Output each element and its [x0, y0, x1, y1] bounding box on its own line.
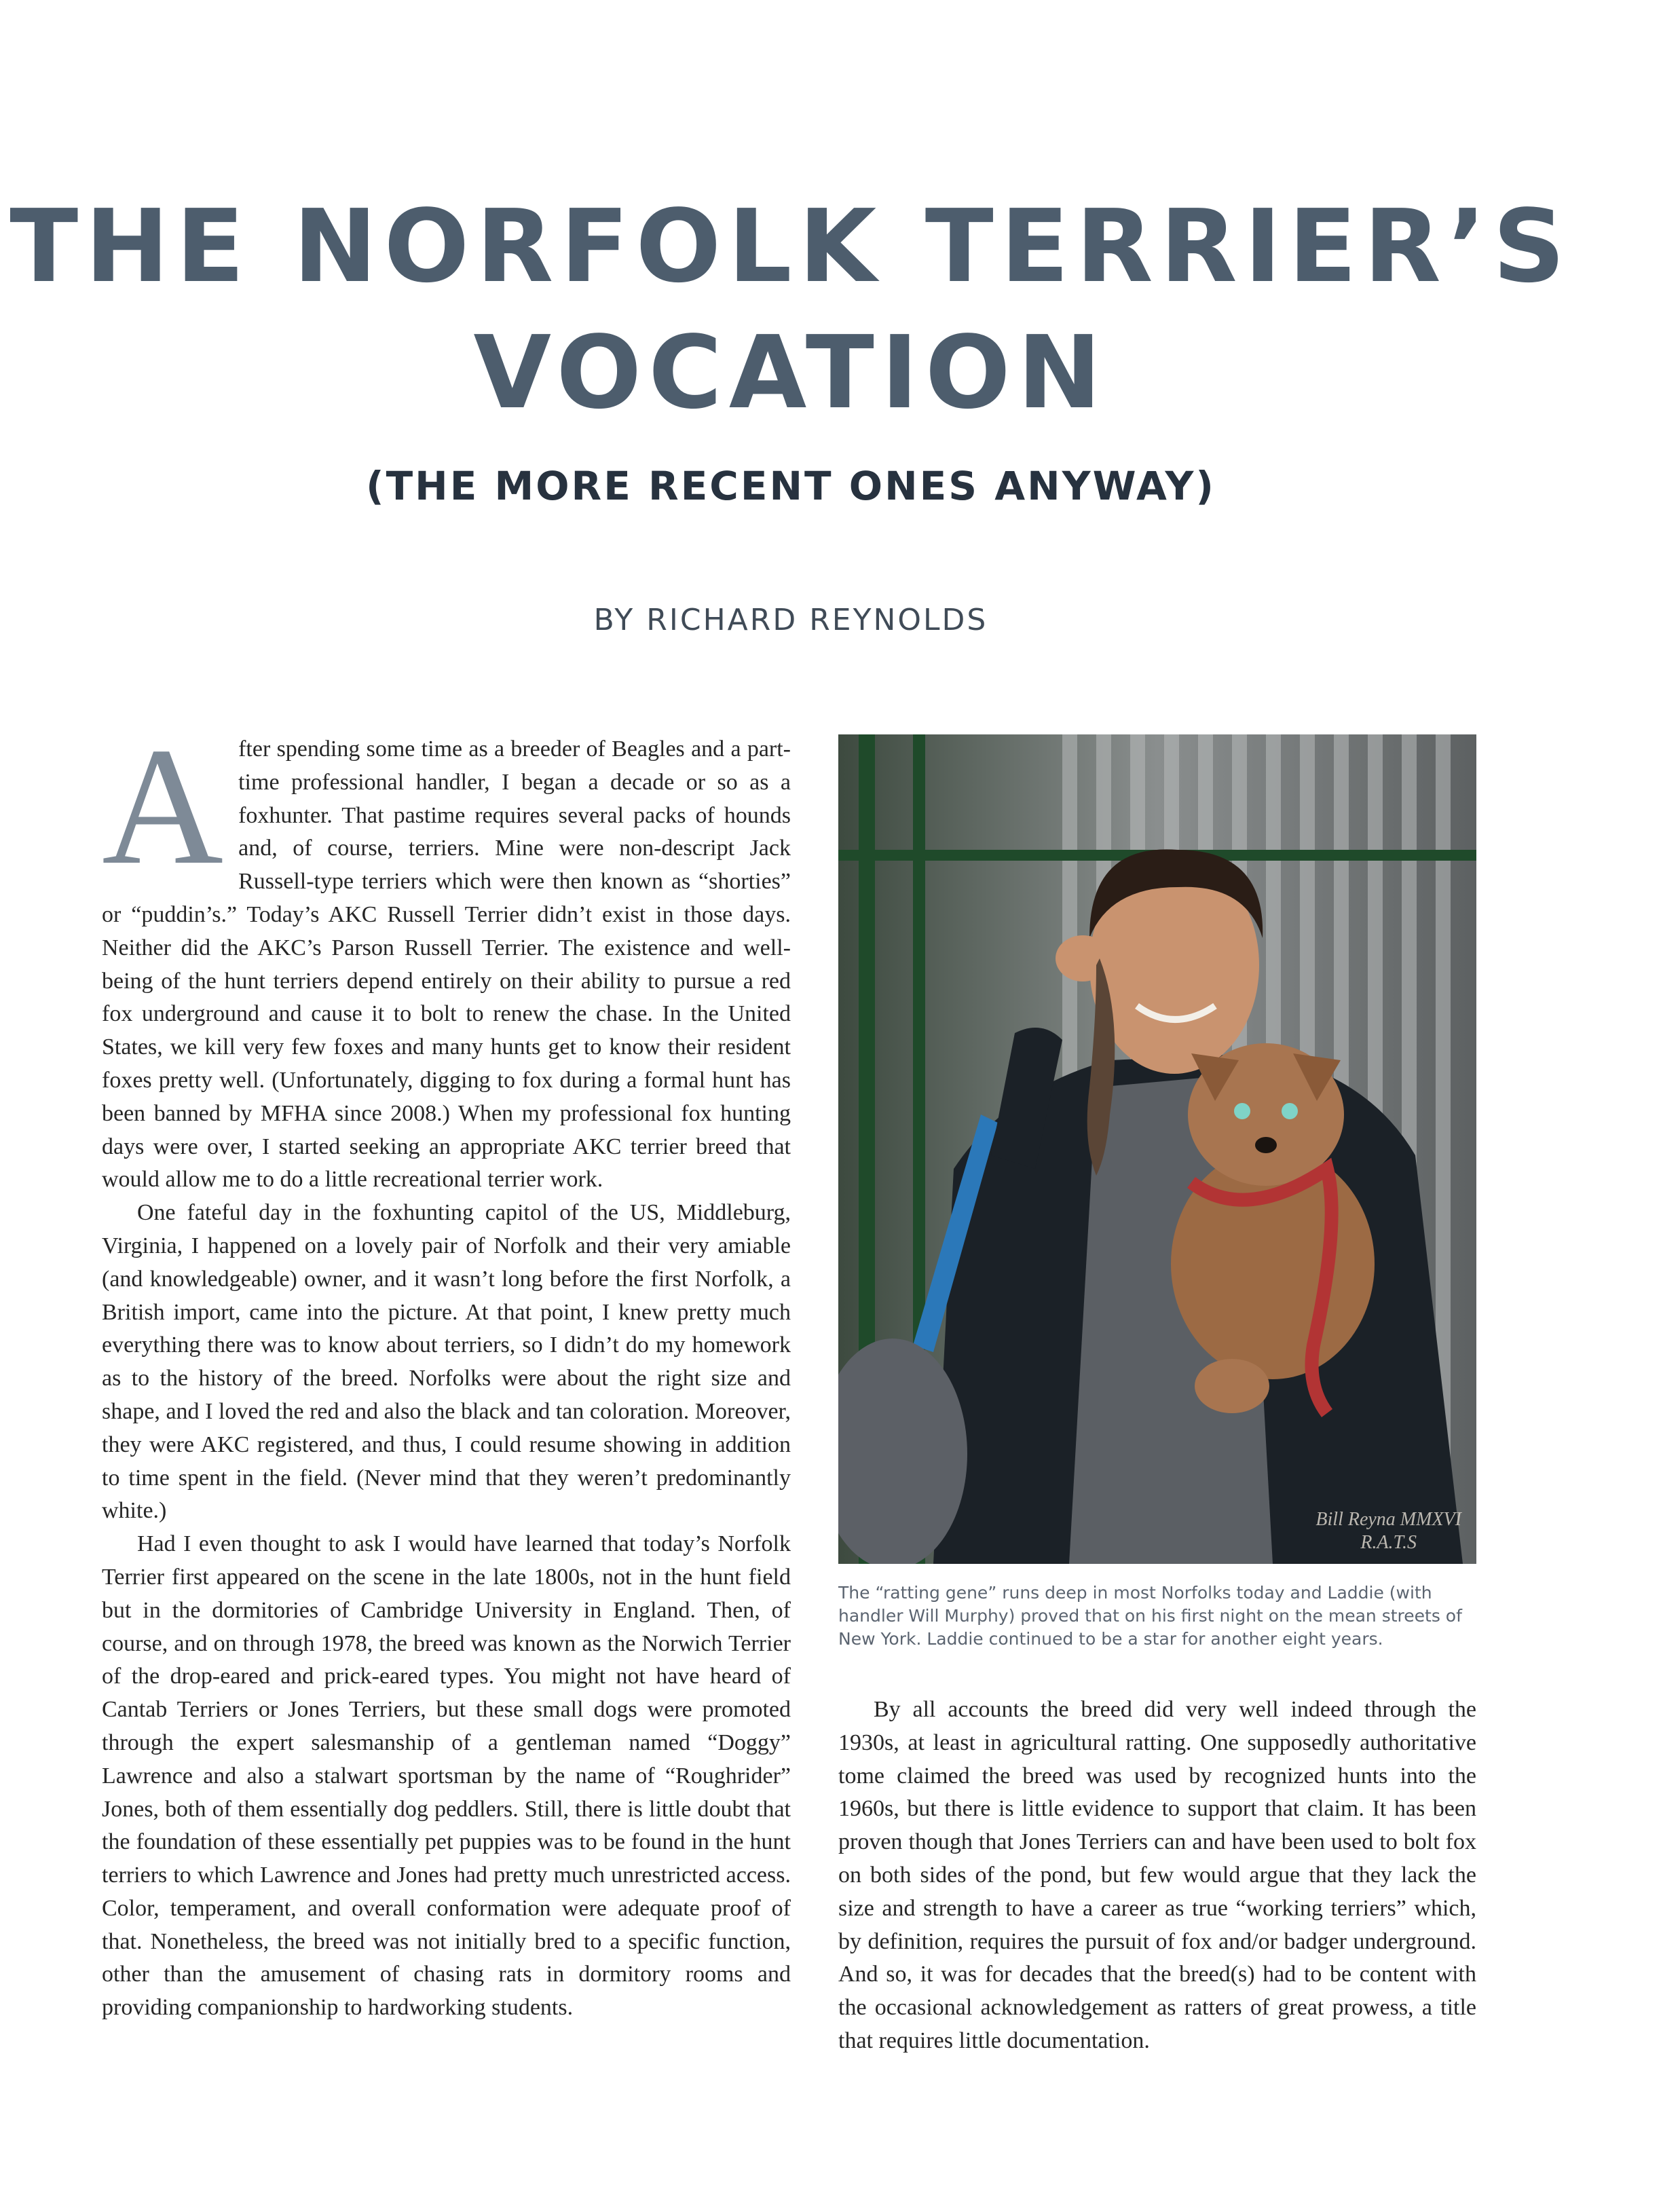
paragraph-2: One fateful day in the foxhunting capitol of the US, Middleburg, Virginia, I happened on a lovely pair of Norfolk and their very amiable (and knowledgeable) owner, and it wasn’t long before the first Norfolk, a British import, came into the picture. At that point, I knew pretty much everything there was to know about terriers, so I didn’t do my homework as to the history of the breed. Norfolks were about the right size and shape, and I loved the red and also the black and tan coloration. Moreover, they were AKC registered, and thus, I could resume showing in addition to time spent in the field. (Never mind that they weren’t predominantly white.): [102, 1200, 791, 1524]
article-title: [0, 183, 1582, 436]
left-column: [102, 713, 791, 2025]
photo-watermark: [1315, 1508, 1461, 1554]
photo-handler-with-terrier: [838, 734, 1476, 1564]
photo-illustration: [838, 734, 1476, 1564]
title-line-1: THE NORFOLK TERRIER’S: [10, 188, 1572, 305]
byline: BY RICHARD REYNOLDS: [593, 603, 988, 637]
paragraph-4: By all accounts the breed did very well indeed through the 1930s, at least in agricultural ratting. One supposedly authoritative tome claimed the breed was used by recognized hunts into the 1960s, but there is little evidence to support that claim. It has been proven though that Jones Terriers can and have been used to bolt fox on both sides of the pond, but few would argue that they lack the size and strength to have a career as true “working terriers” which, by definition, requires the pursuit of fox and/or badger underground. And so, it was for decades that the breed(s) had to be content with the occasional acknowledgement as ratters of great prowess, a title that requires little documentation.: [838, 1697, 1476, 2053]
terrier-eye-right: [1282, 1103, 1298, 1119]
photo-caption: The “ratting gene” runs deep in most Norfolks today and Laddie (with handler Will Murphy) proved that on his first night on the mean streets of New York. Laddie continued to be a star for another eight years.: [838, 1583, 1462, 1649]
right-column: [838, 1694, 1476, 2058]
paragraph-3: Had I even thought to ask I would have learned that today’s Norfolk Terrier first appeared on the scene in the late 1800s, not in the hunt field but in the dormitories of Cambridge University in England. Then, of course, and on through 1978, the breed was known as the Norwich Terrier of the drop-eared and prick-eared types. You might not have heard of Cantab Terriers or Jones Terriers, but these small dogs were promoted through the expert salesmanship of a gentleman named “Doggy” Lawrence and also a stalwart sportsman by the name of “Roughrider” Jones, both of them essentially dog peddlers. Still, there is little doubt that the foundation of these essentially pet puppies was to be found in the hunt terriers to which Lawrence and Jones had pretty much unrestricted access. Color, temperament, and overall conformation were adequate proof of that. Nonetheless, the breed was not initially bred to a specific function, other than the amusement of chasing rats in dormitory rooms and providing companionship to hardworking students.: [102, 1531, 791, 2021]
terrier-eye-left: [1234, 1103, 1250, 1119]
paragraph-1: [102, 713, 791, 1197]
terrier-paws: [1195, 1359, 1269, 1413]
title-line-2: VOCATION: [473, 314, 1108, 431]
terrier-nose: [1255, 1137, 1277, 1153]
watermark-line-2: R.A.T.S: [1360, 1532, 1417, 1553]
article-subtitle: (THE MORE RECENT ONES ANYWAY): [366, 463, 1216, 509]
drop-cap: A: [102, 713, 224, 899]
watermark-line-1: Bill Reyna MMXVI: [1315, 1509, 1461, 1530]
paragraph-1-text: fter spending some time as a breeder of Beagles and a part-time professional handler, I began a decade or so as a foxhunter. That pastime requires several packs of hounds and, of course, terriers. Mine were non-descript Jack Russell-type terriers which were then known as “shorties” or “puddin’s.” Today’s AKC Russell Terrier didn’t exist in those days. Neither did the AKC’s Parson Russell Terrier. The existence and well-being of the hunt terriers depend entirely on their ability to pursue a red fox underground and cause it to bolt to renew the chase. In the United States, we kill very few foxes and many hunts get to know their resident foxes pretty well. (Unfortunately, digging to fox during a formal hunt has been banned by MFHA since 2008.) When my professional fox hunting days were over, I started seeking an appropriate AKC terrier breed that would allow me to do a little recreational terrier work.: [102, 736, 791, 1193]
